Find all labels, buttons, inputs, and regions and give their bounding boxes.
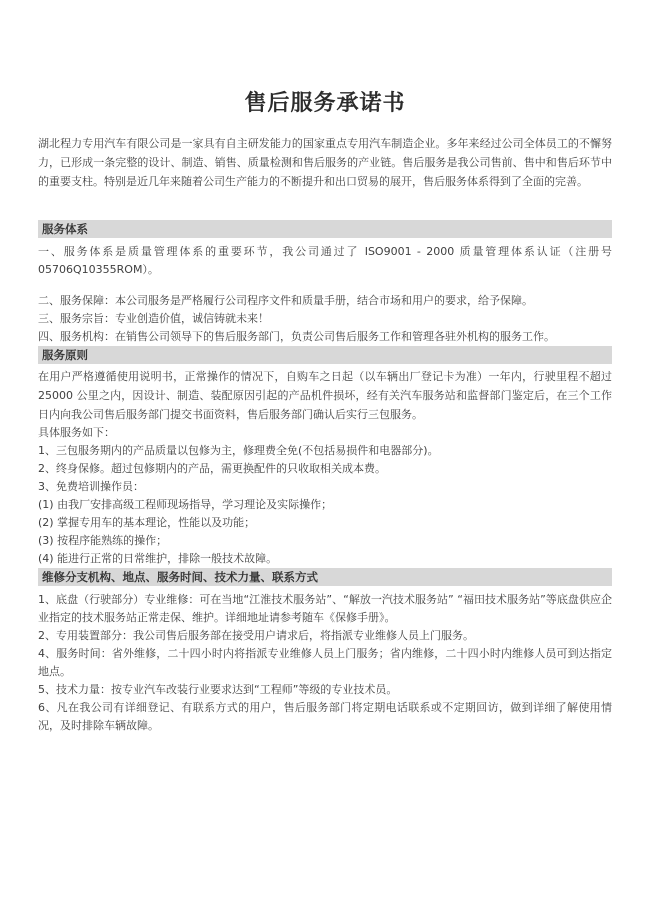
section-repair-branches	[38, 568, 612, 735]
list-item: 6、凡在我公司有详细登记、有联系方式的用户，售后服务部门将定期电话联系或不定期回访，做到详细了解使用情况，及时排除车辆故障。	[38, 701, 612, 732]
list-item: (4) 能进行正常的日常维护，排除一般技术故障。	[38, 552, 278, 565]
intro-paragraph: 湖北程力专用汽车有限公司是一家具有自主研发能力的国家重点专用汽车制造企业。多年来经过公司全体员工的不懈努力，已形成一条完整的设计、制造、销售、质量检测和售后服务的产业链。售后服务是我公司售前、售中和售后环节中的重要支柱。特别是近几年来随着公司生产能力的不断提升和出口贸易的展开，售后服务体系得到了全面的完善。	[38, 137, 612, 188]
list-item: 三、服务宗旨：专业创造价值，诚信铸就未来！	[38, 312, 269, 325]
list-item: 1、底盘（行驶部分）专业维修：可在当地“江淮技术服务站”、“解放一汽技术服务站” “福田技术服务站”等底盘供应企业指定的技术服务站正常走保、维护。详细地址请参考随车《保修手册》。	[38, 593, 612, 624]
section-heading-service-principles: 服务原则	[38, 346, 612, 364]
list-item: 一、服务体系是质量管理体系的重要环节，我公司通过了 ISO9001 - 2000 质量管理体系认证（注册号 05706Q10355ROM）。	[38, 245, 612, 276]
principles-paragraph: 在用户严格遵循使用说明书，正常操作的情况下，自购车之日起（以车辆出厂登记卡为准）一年内，行驶里程不超过 25000 公里之内，因设计、制造、装配原因引起的产品机件损坏，经有关汽车服务站和监督部门鉴定后，在三个工作日内向我公司售后服务部门提交书面资料，售后服务部门确认后实行三包服务。	[38, 370, 612, 421]
list-item: 四、服务机构：在销售公司领导下的售后服务部门，负责公司售后服务工作和管理各驻外机构的服务工作。	[38, 330, 555, 343]
list-item: 二、服务保障：本公司服务是严格履行公司程序文件和质量手册，结合市场和用户的要求，给予保障。	[38, 294, 533, 307]
list-item: (1) 由我厂安排高级工程师现场指导，学习理论及实际操作；	[38, 498, 333, 511]
list-item: 4、服务时间：省外维修，二十四小时内将指派专业维修人员上门服务；省内维修，二十四小时内维修人员可到达指定地点。	[38, 647, 612, 678]
list-item: (3) 按程序能熟练的操作；	[38, 534, 168, 547]
list-item: 2、专用装置部分：我公司售后服务部在接受用户请求后，将指派专业维修人员上门服务。	[38, 629, 474, 642]
service-system-items	[38, 243, 612, 346]
list-item: 1、三包服务期内的产品质量以包修为主，修理费全免(不包括易损件和电器部分)。	[38, 444, 439, 457]
section-heading-repair-branches: 维修分支机构、地点、服务时间、技术力量、联系方式	[38, 568, 612, 586]
list-item: (2) 掌握专用车的基本理论，性能以及功能；	[38, 516, 256, 529]
section-service-principles	[38, 346, 612, 568]
list-subtitle: 具体服务如下：	[38, 426, 115, 439]
repair-branches-items	[38, 591, 612, 735]
list-item: 5、技术力量：按专业汽车改装行业要求达到“工程师”等级的专业技术员。	[38, 683, 398, 696]
service-principles-items	[38, 424, 612, 568]
section-heading-service-system: 服务体系	[38, 220, 612, 238]
list-item: 3、免费培训操作员：	[38, 480, 144, 493]
list-item: 2、终身保修。超过包修期内的产品，需更换配件的只收取相关成本费。	[38, 462, 386, 475]
section-service-system	[38, 220, 612, 346]
page-title: 售后服务承诺书	[244, 91, 406, 116]
